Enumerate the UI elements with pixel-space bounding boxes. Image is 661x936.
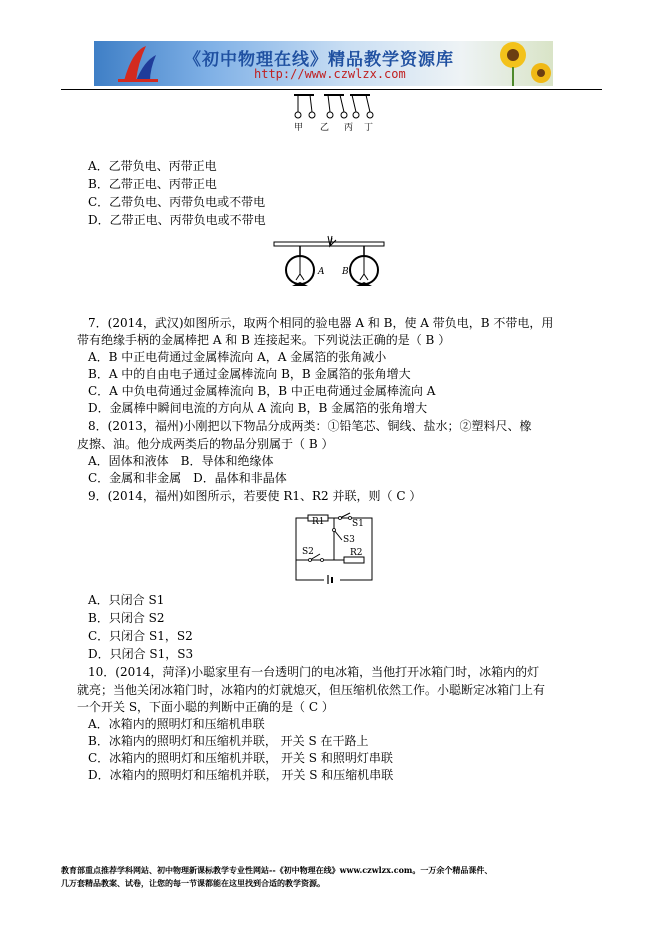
q7-option-a: A．B 中正电荷通过金属棒流向 A，A 金属箔的张角减小 bbox=[88, 350, 387, 364]
site-logo bbox=[94, 41, 184, 86]
q10-option-d: D．冰箱内的照明灯和压缩机并联， 开关 S 和压缩机串联 bbox=[88, 768, 394, 782]
q6-option-b: B．乙带正电、丙带正电 bbox=[88, 177, 217, 191]
header-title: 《初中物理在线》精品教学资源库 bbox=[184, 50, 454, 70]
label-electroscope-b: B bbox=[342, 267, 349, 277]
label-ding: 丁 bbox=[364, 123, 374, 133]
q9-option-a: A．只闭合 S1 bbox=[88, 593, 165, 607]
q6-option-a: A．乙带负电、丙带正电 bbox=[88, 159, 217, 173]
label-s1: S1 bbox=[352, 519, 364, 529]
q7-option-c: C．A 中负电荷通过金属棒流向 B，B 中正电荷通过金属棒流向 A bbox=[88, 384, 436, 398]
sunflower-image bbox=[483, 41, 553, 86]
label-jia: 甲 bbox=[294, 123, 304, 133]
q10-option-c: C．冰箱内的照明灯和压缩机并联， 开关 S 和照明灯串联 bbox=[88, 751, 393, 765]
q9-option-c: C．只闭合 S1，S2 bbox=[88, 629, 193, 643]
figure-circuit bbox=[294, 512, 376, 584]
q10-stem-line3: 一个开关 S，下面小聪的判断中正确的是（ C ） bbox=[77, 700, 334, 714]
q9-option-b: B．只闭合 S2 bbox=[88, 611, 165, 625]
q9-stem-line1: 9．(2014，福州)如图所示，若要使 R1、R2 并联，则（ C ） bbox=[88, 489, 422, 503]
label-bing: 丙 bbox=[344, 123, 354, 133]
header-divider bbox=[61, 89, 602, 90]
q8-option-ab: A．固体和液体 B．导体和绝缘体 bbox=[88, 454, 274, 468]
q8-stem-line2: 皮擦、油。他分成两类后的物品分别属于（ B ） bbox=[77, 437, 334, 451]
q10-option-b: B．冰箱内的照明灯和压缩机并联， 开关 S 在干路上 bbox=[88, 734, 369, 748]
q6-option-c: C．乙带负电、丙带负电或不带电 bbox=[88, 195, 266, 209]
header-banner bbox=[94, 41, 553, 86]
q7-option-b: B．A 中的自由电子通过金属棒流向 B，B 金属箔的张角增大 bbox=[88, 367, 411, 381]
label-r1: R1 bbox=[312, 517, 325, 527]
label-yi: 乙 bbox=[320, 123, 330, 133]
label-s3: S3 bbox=[343, 535, 355, 545]
figure-electroscopes bbox=[270, 234, 390, 292]
footer-line2: 几万套精品教案、试卷，让您的每一节课都能在这里找到合适的教学资源。 bbox=[61, 878, 325, 888]
q10-stem-line2: 就亮；当他关闭冰箱门时，冰箱内的灯就熄灭，但压缩机依然工作。小聪断定冰箱门上有 bbox=[77, 683, 546, 697]
header-url[interactable]: http://www.czwlzx.com bbox=[254, 67, 406, 81]
q6-option-d: D．乙带正电、丙带负电或不带电 bbox=[88, 213, 266, 227]
footer-line1: 教育部重点推荐学科网站、初中物理新课标教学专业性网站--《初中物理在线》www.czwlzx.com。一万余个精品课件、 bbox=[61, 865, 493, 875]
q7-stem-line2: 带有绝缘手柄的金属棒把 A 和 B 连接起来。下列说法正确的是（ B ） bbox=[77, 333, 451, 347]
q10-option-a: A．冰箱内的照明灯和压缩机串联 bbox=[88, 717, 265, 731]
figure-hanging-balls bbox=[290, 92, 380, 134]
q7-stem-line1: 7．(2014，武汉)如图所示，取两个相同的验电器 A 和 B，使 A 带负电，B 不带电，用 bbox=[88, 316, 554, 330]
q9-option-d: D．只闭合 S1，S3 bbox=[88, 647, 194, 661]
q10-stem-line1: 10．(2014，菏泽)小聪家里有一台透明门的电冰箱，当他打开冰箱门时，冰箱内的灯 bbox=[88, 665, 540, 679]
label-r2: R2 bbox=[350, 548, 363, 558]
q8-option-cd: C．金属和非金属 D．晶体和非晶体 bbox=[88, 471, 287, 485]
q7-option-d: D．金属棒中瞬间电流的方向从 A 流向 B，B 金属箔的张角增大 bbox=[88, 401, 428, 415]
label-electroscope-a: A bbox=[318, 267, 325, 277]
label-s2: S2 bbox=[302, 547, 314, 557]
q8-stem-line1: 8．(2013，福州)小刚把以下物品分成两类：①铅笔芯、铜线、盐水；②塑料尺、橡 bbox=[88, 419, 532, 433]
